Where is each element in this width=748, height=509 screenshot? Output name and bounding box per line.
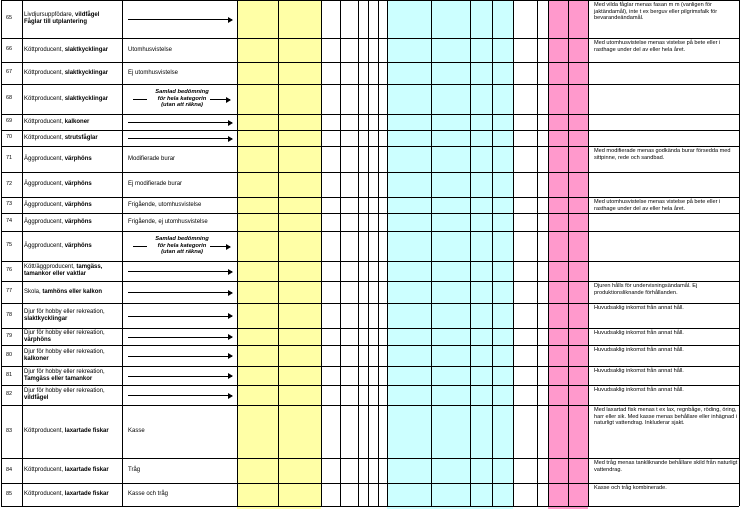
row-category — [24, 96, 120, 103]
category-text: Djur för hobby eller rekreation, — [24, 388, 105, 394]
row-subtype: Ej modifierade burar — [128, 181, 183, 187]
category-text: Kött/äggproducent, tamgäss, — [24, 264, 103, 270]
row-number: 67 — [6, 69, 13, 75]
row-category — [24, 428, 120, 435]
row-category — [24, 330, 120, 344]
row-number: 75 — [6, 242, 13, 248]
table-row — [0, 366, 748, 385]
category-text-2: slaktkycklingar — [24, 315, 68, 322]
arrow-icon — [128, 395, 232, 396]
table-row — [0, 328, 748, 345]
arrow-icon — [128, 122, 232, 123]
table-row — [0, 62, 748, 84]
category-text: Äggproducent, värphöns — [24, 201, 92, 208]
row-subtype: Utomhusvistelse — [128, 46, 173, 53]
row-number: 84 — [6, 466, 13, 473]
row-comment: Med vilda fåglar menas fasan m m (vanligen för jaktändamål), inte t ex berguv eller pilgrimsfalk för bevarandeändamål. — [594, 2, 718, 22]
category-text: Djur för hobby eller rekreation, — [24, 308, 105, 315]
row-number: 69 — [6, 118, 13, 124]
row-number: 68 — [6, 95, 13, 101]
row-category — [24, 349, 120, 363]
row-number: 73 — [6, 201, 13, 207]
row-category — [24, 135, 120, 142]
row-category — [24, 491, 120, 498]
samlad-line: för hela kategorin — [157, 95, 207, 102]
samlad-line: (utan att räkna) — [161, 102, 203, 109]
row-category — [24, 264, 120, 278]
table-row — [0, 130, 748, 146]
row-number: 76 — [6, 267, 13, 273]
row-comment: Med utomhusvistelse menas vistelse på bete eller i rasthage under del av eller hela året. — [594, 199, 721, 212]
category-text: Djur för hobby eller rekreation, — [24, 368, 105, 375]
arrow-icon — [210, 99, 230, 100]
row-category — [24, 12, 120, 26]
table-row — [0, 458, 748, 483]
row-subtype: Frigående, utomhusvistelse — [128, 201, 202, 208]
row-subtype: Frigående, ej utomhusvistelse — [128, 218, 208, 225]
table-row — [0, 213, 748, 231]
row-category — [24, 289, 120, 296]
category-text: Livdjursuppfödare, vildfågel — [24, 12, 100, 18]
row-comment: Med tråg menas tankliknande behållare skild från naturligt vattendrag. — [594, 460, 738, 473]
row-comment: Huvudsaklig inkomst från annat håll. — [594, 305, 684, 311]
row-category — [24, 309, 120, 323]
row-comment: Djuren hålls för undervisningsändamål. Ej produktionsliknande förhållanden. — [594, 283, 698, 296]
category-text: Köttproducent, laxartade fiskar — [24, 428, 109, 434]
row-number: 79 — [6, 332, 13, 339]
table-row — [0, 303, 748, 328]
category-text: Köttproducent, laxartade fiskar — [24, 491, 109, 497]
category-text: Djur för hobby eller rekreation, — [24, 348, 105, 355]
row-number: 72 — [6, 180, 13, 187]
row-number: 78 — [6, 311, 13, 318]
category-text-2: tamankor eller vaktlar — [24, 271, 87, 277]
row-number: 83 — [6, 427, 13, 434]
row-subtype: Ej utomhusvistelse — [128, 69, 179, 76]
row-category — [24, 119, 120, 126]
category-text: Skola, tamhöns eller kalkon — [24, 288, 103, 295]
table-row — [0, 0, 748, 38]
table-row — [0, 197, 748, 213]
arrow-icon — [128, 271, 232, 272]
row-comment: Huvudsaklig inkomst från annat håll. — [594, 330, 684, 336]
dash-line — [133, 246, 147, 247]
row-number: 70 — [6, 134, 13, 140]
category-text: Äggproducent, värphöns — [24, 155, 92, 162]
arrow-icon — [128, 376, 232, 377]
row-category — [24, 467, 120, 474]
row-category — [24, 70, 120, 77]
category-text: Köttproducent, laxartade fiskar — [24, 467, 109, 473]
row-number: 82 — [6, 391, 13, 397]
table-row — [0, 172, 748, 197]
row-subtype: Kasse och tråg — [128, 491, 169, 497]
samlad-line: Samlad bedömning — [155, 236, 209, 242]
table-row — [0, 281, 748, 303]
table-row — [0, 231, 748, 261]
arrow-icon — [128, 316, 232, 317]
row-category — [24, 156, 120, 163]
category-text: Köttproducent, slaktkycklingar — [24, 46, 109, 53]
category-text-2: kalkoner — [24, 355, 49, 362]
category-text: Äggproducent, värphöns — [24, 242, 92, 249]
row-number: 71 — [6, 155, 13, 161]
arrow-icon — [210, 246, 230, 247]
row-category — [24, 388, 120, 402]
category-text: Köttproducent, slaktkycklingar — [24, 95, 109, 102]
row-comment: Kasse och tråg kombinerade. — [594, 485, 667, 491]
category-text: Äggproducent, värphöns — [24, 181, 92, 187]
samlad-line: (utan att räkna) — [161, 249, 203, 256]
row-subtype: Modifierade burar — [128, 155, 176, 162]
category-text-2: värphöns — [24, 336, 52, 343]
category-text: Köttproducent, strutsfåglar — [24, 134, 98, 141]
table-row — [0, 38, 748, 62]
row-number: 77 — [6, 288, 13, 294]
row-subtype: Kasse — [128, 428, 145, 434]
row-number: 74 — [6, 218, 13, 224]
category-text: Köttproducent, slaktkycklingar — [24, 69, 109, 76]
table-row — [0, 345, 748, 366]
row-number: 66 — [6, 46, 13, 52]
row-comment: Med utomhusvistelse menas vistelse på bete eller i rasthage under del av eller hela året. — [594, 40, 721, 53]
arrow-icon — [128, 337, 232, 338]
row-comment: Huvudsaklig inkomst från annat håll. — [594, 347, 684, 353]
category-text-2: vildfågel — [24, 395, 49, 401]
row-number: 85 — [6, 490, 13, 497]
table-row — [0, 114, 748, 130]
arrow-icon — [128, 19, 232, 20]
table-row — [0, 483, 748, 506]
row-divider — [1, 506, 739, 507]
arrow-icon — [128, 292, 232, 293]
row-category — [24, 369, 120, 383]
row-number: 81 — [6, 371, 13, 378]
row-category — [24, 202, 120, 209]
row-category — [24, 243, 120, 250]
table-row — [0, 146, 748, 172]
row-comment: Huvudsaklig inkomst från annat håll. — [594, 368, 684, 374]
category-text-2: Tamgäss eller tamankor — [24, 375, 93, 382]
row-number: 80 — [6, 351, 13, 358]
row-comment: Med laxartad fisk menas t ex lax, regnbåge, röding, öring, harr eller sik. Med kasse menas behållare eller inhägnad i naturligt vattendrag. Inkluderar sjakt. — [594, 407, 738, 427]
row-number: 65 — [6, 15, 13, 21]
row-subtype: Tråg — [128, 467, 141, 473]
category-text: Djur för hobby eller rekreation, — [24, 329, 105, 336]
row-category — [24, 219, 120, 226]
row-category — [24, 181, 120, 188]
arrow-icon — [128, 356, 232, 357]
dash-line — [133, 99, 147, 100]
table-row — [0, 84, 748, 114]
table-row — [0, 385, 748, 405]
table-row — [0, 261, 748, 281]
category-text: Äggproducent, värphöns — [24, 218, 92, 225]
row-comment: Huvudsaklig inkomst från annat håll. — [594, 387, 684, 393]
category-text-2: Fåglar till utplantering — [24, 19, 88, 25]
table-row — [0, 405, 748, 458]
row-category — [24, 47, 120, 54]
category-text: Köttproducent, kalkoner — [24, 118, 90, 125]
samlad-line: Samlad bedömning — [155, 89, 209, 95]
arrow-icon — [128, 138, 232, 139]
samlad-line: för hela kategorin — [157, 242, 207, 249]
row-comment: Med modifierade menas godkända burar försedda med sittpinne, rede och sandbad. — [594, 148, 731, 161]
